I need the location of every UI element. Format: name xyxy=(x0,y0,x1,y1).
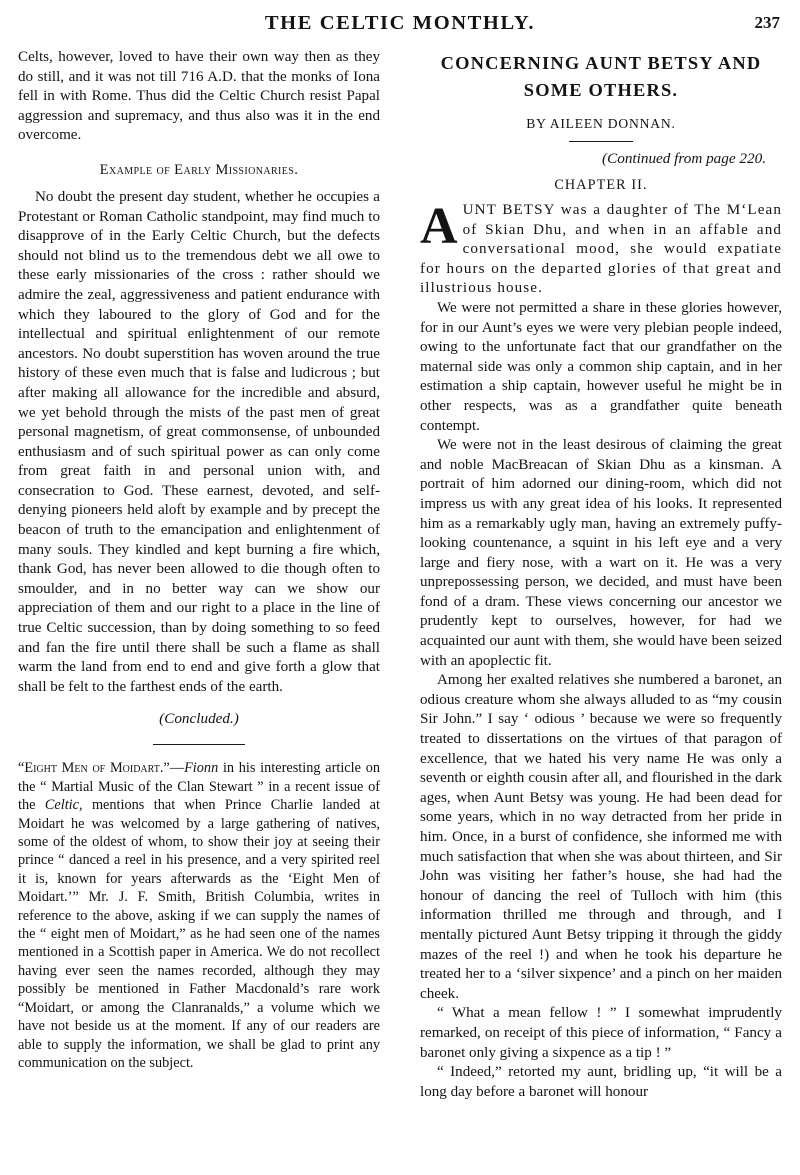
editorial-note xyxy=(18,759,380,1072)
article-title-line-2: SOME OTHERS. xyxy=(523,80,679,100)
body-columns xyxy=(18,48,782,1168)
article-title xyxy=(420,50,782,104)
paragraph: “ Indeed,” retorted my aunt, bridling up, “it will be a long day before a baronet will honour xyxy=(420,1064,782,1100)
running-head xyxy=(0,12,800,42)
paragraph: Among her exalted relatives she numbered a baronet, an odious creature whom she always alluded to as “my cousin Sir John.” I say ‘ odious ’ because we were so frequently treated to dissertations on the virtues of that paragon of excellence, that we hated his very name He was only a seventh or eighth cousin after all, and flourished in the dark ages, when Aunt Betsy was young. He had been dead for some years, which in no way detracted from her pride in him. Once, in a burst of confidence, she informed me with much satisfaction that when she was about thirteen, and Sir John was visiting her father’s house, she had had the honour of dancing the reel of Tulloch with him (this information thrilled me through and through, and I mentally pictured Aunt Betsy tripping it through the giddy mazes of the reel !) and when he took his departure he treated her to a ‘silver sixpence’ and a pinch on her maiden cheek. xyxy=(420,672,782,1002)
article-title-line-1: CONCERNING AUNT BETSY AND xyxy=(440,53,762,73)
paragraph: No doubt the present day student, whether he occupies a Protestant or Roman Catholic standpoint, may find much to disapprove of in the Early Celtic Church, but the defects should not blind us to the tremendous debt we all owe to these early missionaries of the cross : rather should we admire the zeal, aggressiveness and patient endurance with which they laboured to the glory of God and for the intellectual and spiritual enlightenment of our remote ancestors. No doubt superstition has woven around the true history of these even much that is false and ludicrous ; but after making all allowance for the incredible and absurd, we yet behold through the mists of the past men of great personal magnetism, of great commonsense, of unbounded enthusiasm and of such spiritual power as can only come from great faith in and personal union with, and consecration to God. These earnest, devoted, and self-denying pioneers held aloft by example and by precept the beacon of truth to the emancipation and enlightenment of many souls. They kindled and kept burning a fire which, thank God, has never been allowed to die though often to smoulder, and in no better way can we show our appreciation of them and our right to a place in the line of true Celtic succession, than by doing something to so feed and fan the fire until there shall be such a flame as shall warm the land from end to end and give forth a glow that shall be felt to the farthest ends of the earth. xyxy=(18,188,380,695)
note-text-italic: Celtic xyxy=(44,797,79,814)
continued-from: (Continued from page 220. xyxy=(602,150,766,167)
drop-cap: A xyxy=(420,198,458,255)
byline-rule xyxy=(569,141,633,142)
note-text-1: in his interesting article on the “ Martial Music of the Clan Stewart ” in a recent issue of the xyxy=(18,760,380,814)
column-left xyxy=(18,48,380,1072)
paragraph-text: UNT BETSY was a daughter of The M‘Lean of Skian Dhu, and when in an affable and conversational mood, she would expatiate for hours on the departed glories of that great and illustrious house. xyxy=(420,202,782,297)
paragraph xyxy=(420,198,782,299)
paragraph: We were not permitted a share in these glories however, for in our Aunt’s eyes we were very plebian people indeed, owing to the unfortunate fact that our grandfather on the maternal side was only a common ship captain, and in her estimation a ship captain, however useful he might be in other respects, was as a grandfather quite beneath contempt. xyxy=(420,299,782,434)
page-title: THE CELTIC MONTHLY. xyxy=(264,12,536,34)
chapter-heading: CHAPTER II. xyxy=(554,177,648,193)
concluded-note: (Concluded.) xyxy=(159,710,239,728)
note-text-2: , mentions that when Prince Charlie landed at Moidart he was welcomed by a large gathering of natives, some of the oldest of whom, to show their joy at seeing their prince “ danced a reel in his presence, and a very spirited reel it is, known for years afterwards as the ‘Eight Men of Moidart.’” Mr. J. F. Smith, British Columbia, writes in reference to the above, asking if we can supply the names of the “ eight men of Moidart,” as he had seen one of the names mentioned in a Scottish paper in America. We do not recollect having ever seen the names recorded, although they may possibly be mentioned in Father Macdonald’s rare work “Moidart, or among the Clanranalds,” a volume which we have not beside us at the moment. If any of our readers are able to supply the information, we shall be glad to print any communication on the subject. xyxy=(18,797,381,1071)
column-right xyxy=(420,48,782,1102)
article-byline: BY AILEEN DONNAN. xyxy=(526,116,676,131)
paragraph: We were not in the least desirous of claiming the great and noble MacBreacan of Skian Dhu as a kinsman. A portrait of him adorned our dining-room, which did not impress us with any great idea of his looks. It represented him as a remarkably ugly man, having an extremely puffy-looking countenance, a squint in his left eye and a very large and fiery nose, with a wart on it. He was a very unprepossessing person, we decided, and must have been fond of a dram. These views concerning our ancestor we prudently kept to ourselves, however, for had we acquainted our aunt with them, she would have been seized with an apoplectic fit. xyxy=(420,437,782,669)
section-heading: Example of Early Missionaries. xyxy=(99,161,299,178)
divider-rule xyxy=(153,744,245,745)
page-number: 237 xyxy=(754,13,780,32)
paragraph: “ What a mean fellow ! ” I somewhat imprudently remarked, on receipt of this piece of information, “ Fancy a baronet only giving a sixpence as a tip ! ” xyxy=(420,1005,782,1061)
note-lead-italic: Fionn xyxy=(184,760,219,777)
note-lead: “Eight Men of Moidart.”— xyxy=(18,760,185,777)
paragraph: Celts, however, loved to have their own way then as they do still, and it was not till 716 A.D. that the monks of Iona fell in with Rome. Thus did the Celtic Church resist Papal aggression and supremacy, and thus also was it in the end overcome. xyxy=(18,49,380,144)
